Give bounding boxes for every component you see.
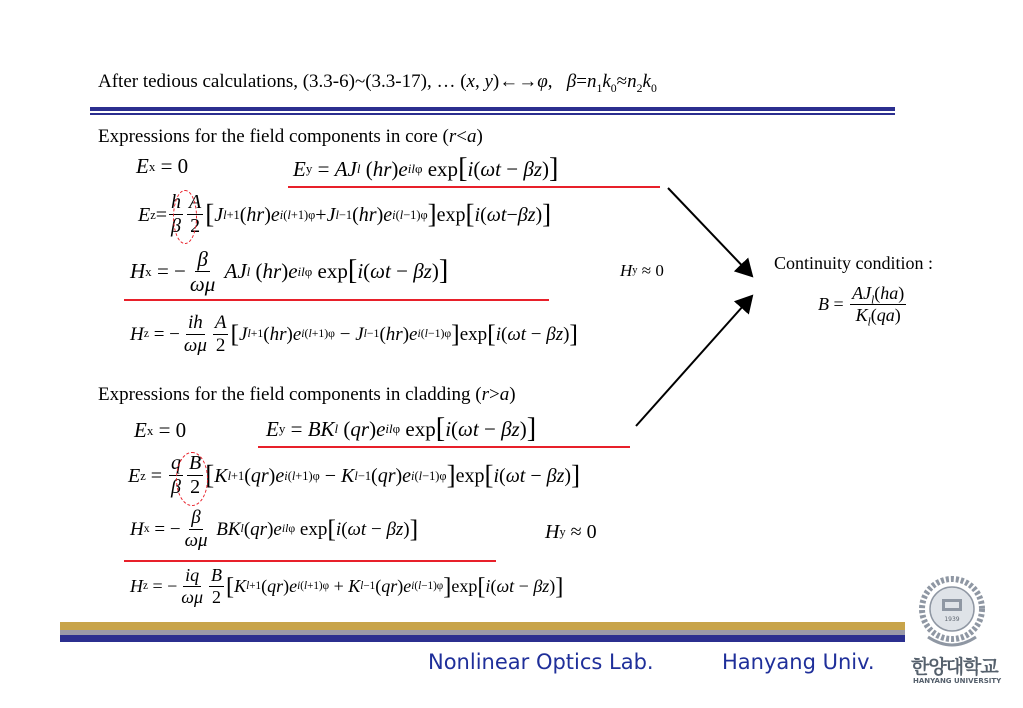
footer-university-name: Hanyang Univ. — [722, 650, 875, 674]
cladding-q-highlight-circle — [176, 452, 208, 506]
continuity-formula: B = $\frac{AJ_l(ha)}{K_l(qa)}$ — [818, 283, 905, 329]
logo-english-text: HANYANG UNIVERSITY — [913, 677, 1002, 685]
core-hx-underline — [124, 299, 549, 301]
svg-text:1939: 1939 — [944, 616, 960, 623]
footer-lab-name: Nonlinear Optics Lab. — [428, 650, 654, 674]
header-rule-thick — [90, 107, 895, 111]
university-seal-icon — [918, 573, 986, 651]
cladding-ey-equation: E y = BK l ( qr ) e ilφ exp [ i ( ωt − βz ) ] — [266, 413, 537, 444]
core-ez-equation: E z = $\frac{h}{\beta}$ $\frac{A}{2}$ [ J l+1 ( hr ) e i(l+1)φ + J l−1 ( hr ) e i(l−1)φ ] exp [ i ( ωt − βz ) ] — [138, 191, 552, 237]
core-hx-equation: H x = − $\frac{\beta}{\omega\mu}$ AJ l ( hr ) e ilφ exp [ i ( ωt − βz ) ] — [130, 247, 449, 297]
continuity-label: Continuity condition : — [774, 253, 934, 273]
cladding-ex-equation: E x = 0 — [134, 418, 187, 442]
core-ey-underline — [288, 186, 660, 188]
cladding-hz-equation: H z = − $\frac{iq}{\omega\mu}$ $\frac{B}{2}$ [ K l+1 ( qr ) e i(l+1)φ + K l−1 ( qr ) e i(l−1)φ ] exp [ i ( ωt − βz ) ] — [130, 565, 564, 607]
header-rule-thin — [90, 113, 895, 115]
core-heading: Expressions for the field components in core (r<a) — [98, 126, 483, 147]
core-hy-equation: H y ≈ 0 — [620, 261, 664, 280]
cladding-heading: Expressions for the field components in cladding (r>a) — [98, 384, 516, 405]
core-ex-equation: E x = 0 — [136, 154, 189, 178]
footer-bar-navy — [60, 635, 905, 642]
logo-korean-text: 한양대학교 — [911, 656, 998, 678]
core-h-highlight-circle — [173, 190, 197, 244]
cladding-hy-equation: H y ≈ 0 — [545, 521, 597, 543]
core-ey-equation: E y = AJ l ( hr ) e ilφ exp [ i ( ωt − βz ) ] — [293, 153, 559, 184]
cladding-ez-equation: E z = $\frac{q}{\beta}$ $\frac{B}{2}$ [ K l+1 ( qr ) e i(l+1)φ − K l−1 ( qr ) e i(l−1)φ ] exp [ i ( ωt − βz ) ] — [128, 452, 581, 498]
cladding-hx-underline — [124, 560, 496, 562]
arrow-cladding-to-continuity — [636, 296, 752, 426]
slide-header: After tedious calculations, (3.3-6)~(3.3-17), … (x, y)←→φ, $\beta=n_1k_0\approx n_2k_0$ — [98, 71, 657, 95]
footer-bar-gold — [60, 622, 905, 630]
cladding-hx-equation: H x = − $\frac{\beta}{\omega\mu}$ BK l ( qr ) e ilφ exp [ i ( ωt − βz ) ] — [130, 507, 419, 551]
cladding-ey-underline — [258, 446, 630, 448]
core-hz-equation: H z = − $\frac{ih}{\omega\mu}$ $\frac{A}{2}$ [ J l+1 ( hr ) e i(l+1)φ − J l−1 ( hr ) e i(l−1)φ ] exp [ i ( ωt − βz ) ] — [130, 312, 578, 356]
arrow-core-to-continuity — [668, 188, 752, 276]
